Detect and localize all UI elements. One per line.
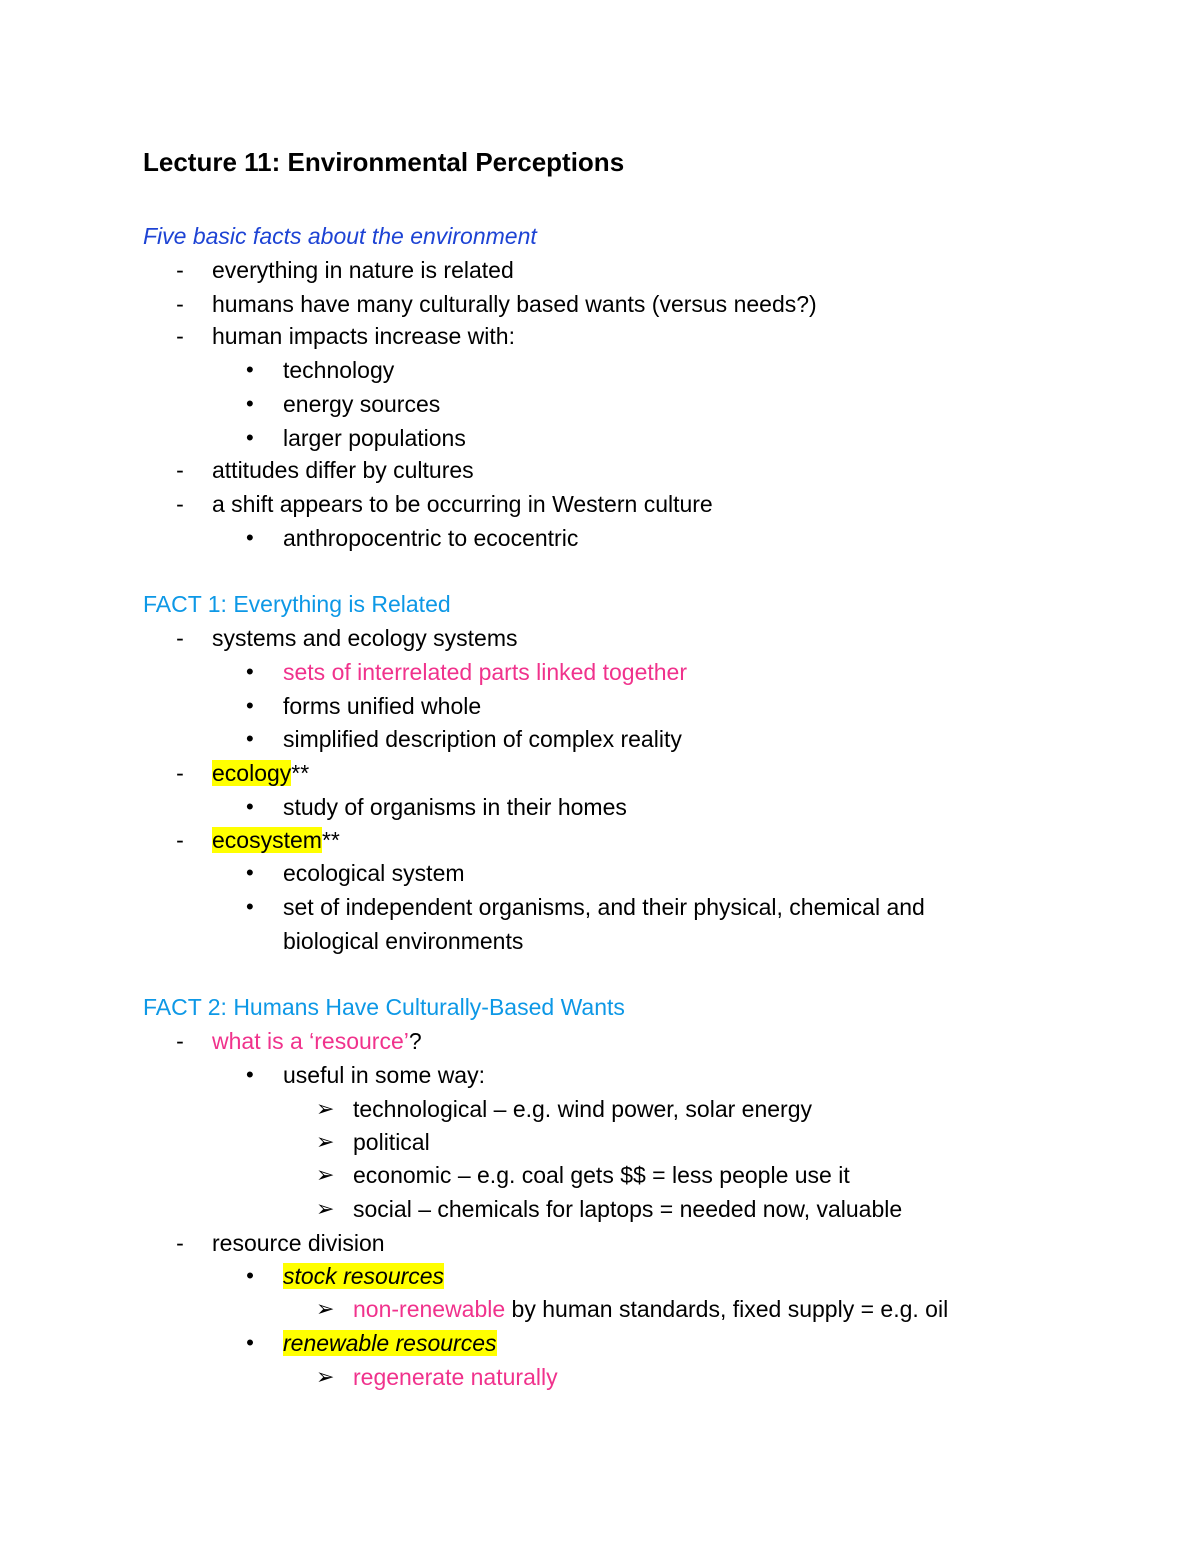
arrow-bullet-icon: ➢	[316, 1196, 335, 1221]
list-item: regenerate naturally	[353, 1364, 558, 1390]
question-mark: ?	[408, 1028, 422, 1054]
dash-marker: -	[176, 1028, 184, 1054]
list-item	[212, 1027, 422, 1055]
bullet-marker: •	[246, 726, 254, 751]
bullet-marker: •	[246, 1263, 254, 1288]
list-item: useful in some way:	[283, 1062, 485, 1088]
term-rest: by human standards, fixed supply = e.g. oil	[505, 1296, 949, 1322]
highlighted-term: ecosystem	[212, 827, 322, 853]
page-title: Lecture 11: Environmental Perceptions	[143, 147, 625, 177]
list-item: study of organisms in their homes	[283, 794, 627, 820]
arrow-bullet-icon: ➢	[316, 1296, 335, 1321]
bullet-marker: •	[246, 357, 254, 382]
list-item: resource division	[212, 1230, 385, 1256]
term-suffix: **	[321, 827, 340, 853]
list-item: human impacts increase with:	[212, 323, 515, 349]
list-item: larger populations	[283, 425, 466, 451]
list-item: humans have many culturally based wants (versus needs?)	[212, 291, 817, 317]
highlighted-term: renewable resources	[283, 1330, 497, 1356]
arrow-bullet-icon: ➢	[316, 1096, 335, 1121]
list-item: set of independent organisms, and their physical, chemical and	[283, 894, 925, 920]
dash-marker: -	[176, 1230, 184, 1256]
dash-marker: -	[176, 760, 184, 786]
fact2-heading: FACT 2: Humans Have Culturally-Based Wants	[143, 994, 625, 1020]
arrow-bullet-icon: ➢	[316, 1162, 335, 1187]
bullet-marker: •	[246, 659, 254, 684]
bullet-marker: •	[246, 860, 254, 885]
list-item: anthropocentric to ecocentric	[283, 525, 579, 551]
dash-marker: -	[176, 491, 184, 517]
dash-marker: -	[176, 323, 184, 349]
dash-marker: -	[176, 291, 184, 317]
bullet-marker: •	[246, 525, 254, 550]
term-suffix: **	[291, 760, 310, 786]
dash-marker: -	[176, 625, 184, 651]
fact1-heading: FACT 1: Everything is Related	[143, 591, 451, 617]
list-item: economic – e.g. coal gets $$ = less people use it	[353, 1162, 850, 1188]
list-item: forms unified whole	[283, 693, 482, 719]
list-item: energy sources	[283, 391, 441, 417]
dash-marker: -	[176, 257, 184, 283]
dash-marker: -	[176, 827, 184, 853]
list-item: ecological system	[283, 860, 465, 886]
arrow-bullet-icon: ➢	[316, 1129, 335, 1154]
list-item: sets of interrelated parts linked together	[283, 659, 688, 685]
pink-term: non-renewable	[353, 1296, 506, 1322]
list-item: attitudes differ by cultures	[212, 457, 474, 483]
list-item: everything in nature is related	[212, 257, 514, 283]
bullet-marker: •	[246, 425, 254, 450]
highlighted-term: stock resources	[283, 1263, 445, 1289]
bullet-marker: •	[246, 794, 254, 819]
list-item	[212, 826, 340, 854]
list-item: technology	[283, 357, 395, 383]
list-item: a shift appears to be occurring in Western culture	[212, 491, 713, 517]
list-item	[283, 1329, 497, 1357]
bullet-marker: •	[246, 391, 254, 416]
list-item	[353, 1295, 948, 1323]
list-item: social – chemicals for laptops = needed now, valuable	[353, 1196, 903, 1222]
list-item: political	[353, 1129, 430, 1155]
dash-marker: -	[176, 457, 184, 483]
bullet-marker: •	[246, 894, 254, 919]
list-item	[212, 759, 309, 787]
intro-heading: Five basic facts about the environment	[143, 223, 537, 249]
list-item-continuation: biological environments	[283, 928, 524, 954]
highlighted-term: ecology	[212, 760, 292, 786]
bullet-marker: •	[246, 693, 254, 718]
list-item: technological – e.g. wind power, solar energy	[353, 1096, 813, 1122]
arrow-bullet-icon: ➢	[316, 1364, 335, 1389]
list-item	[283, 1262, 444, 1290]
resource-question: what is a ‘resource’	[212, 1028, 409, 1054]
bullet-marker: •	[246, 1062, 254, 1087]
list-item: systems and ecology systems	[212, 625, 518, 651]
bullet-marker: •	[246, 1330, 254, 1355]
list-item: simplified description of complex reality	[283, 726, 682, 752]
